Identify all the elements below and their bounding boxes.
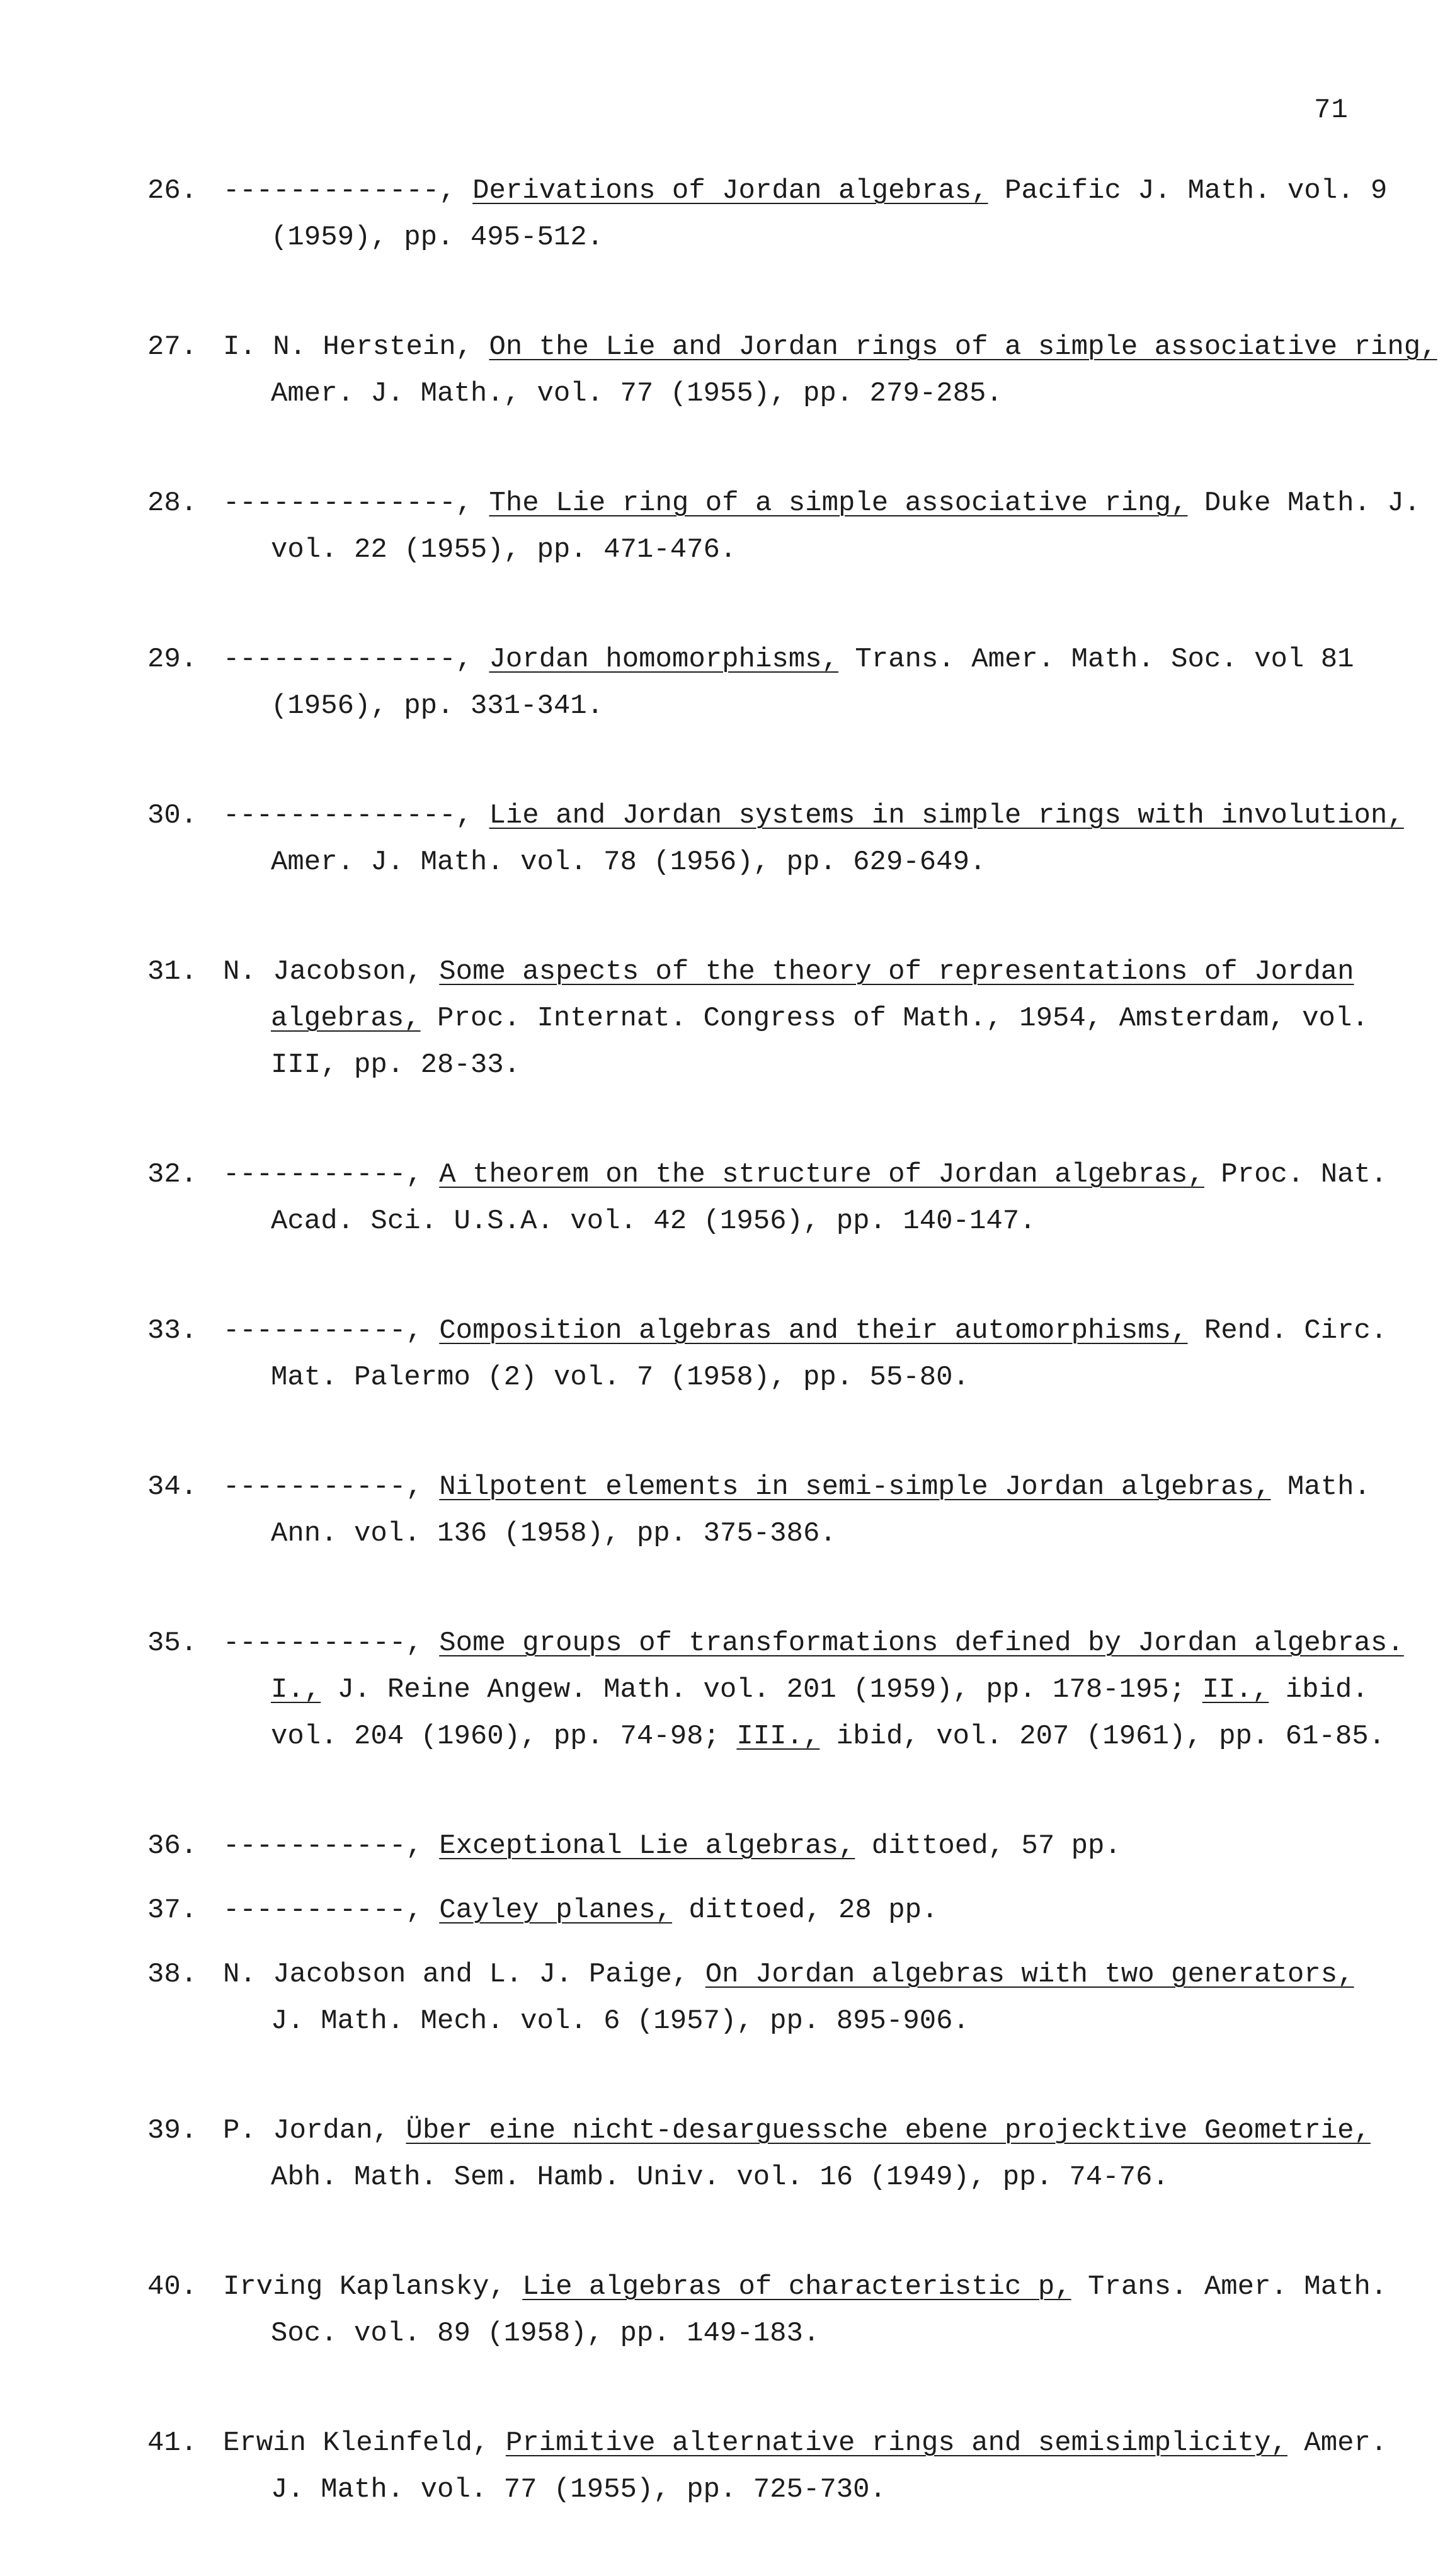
reference-number: 29. bbox=[147, 644, 198, 675]
reference-line bbox=[223, 1713, 1395, 1760]
reference-details: J. Math. vol. 77 (1955), pp. 725-730. bbox=[271, 2474, 886, 2505]
reference-entry bbox=[147, 2264, 1395, 2357]
reference-details: Amer. bbox=[1304, 2427, 1388, 2459]
reference-title: Nilpotent elements in semi-simple Jordan algebras, bbox=[439, 1471, 1271, 1503]
reference-title: I., bbox=[271, 1674, 321, 1706]
reference-author: -----------, bbox=[223, 1627, 423, 1659]
reference-details: J. Math. Mech. vol. 6 (1957), pp. 895-906. bbox=[271, 2005, 969, 2037]
reference-entry bbox=[147, 1308, 1395, 1401]
reference-line bbox=[223, 2420, 1395, 2466]
reference-details: Duke Math. J. bbox=[1204, 487, 1421, 519]
reference-details: vol. 204 (1960), pp. 74-98; bbox=[271, 1721, 720, 1752]
reference-line bbox=[223, 2154, 1395, 2201]
reference-list bbox=[147, 168, 1437, 2576]
reference-number: 27. bbox=[147, 331, 198, 363]
reference-entry bbox=[147, 792, 1404, 886]
reference-details: vol. 22 (1955), pp. 471-476. bbox=[271, 534, 737, 566]
reference-author: I. N. Herstein, bbox=[223, 331, 473, 363]
reference-details: Amer. J. Math., vol. 77 (1955), pp. 279-285. bbox=[271, 378, 1003, 409]
reference-line bbox=[223, 1823, 1395, 1869]
reference-line bbox=[223, 1887, 1395, 1934]
reference-number: 35. bbox=[147, 1627, 198, 1659]
reference-details: Trans. Amer. Math. bbox=[1088, 2271, 1388, 2303]
reference-line bbox=[223, 1198, 1395, 1245]
reference-line bbox=[223, 1998, 1395, 2044]
reference-number: 34. bbox=[147, 1471, 198, 1503]
reference-line bbox=[223, 1464, 1395, 1510]
reference-details: dittoed, 28 pp. bbox=[688, 1895, 939, 1926]
reference-number: 26. bbox=[147, 175, 198, 207]
reference-number: 41. bbox=[147, 2427, 198, 2459]
reference-entry bbox=[147, 1620, 1404, 1760]
reference-line bbox=[223, 1151, 1395, 1198]
reference-number: 36. bbox=[147, 1830, 198, 1862]
reference-line bbox=[223, 792, 1404, 839]
reference-title: On the Lie and Jordan rings of a simple associative ring, bbox=[489, 331, 1437, 363]
reference-author: -----------, bbox=[223, 1159, 423, 1190]
reference-number: 39. bbox=[147, 2115, 198, 2146]
reference-number: 30. bbox=[147, 800, 198, 831]
reference-title: A theorem on the structure of Jordan algebras, bbox=[439, 1159, 1204, 1190]
reference-entry bbox=[147, 2107, 1395, 2201]
reference-details: J. Reine Angew. Math. vol. 201 (1959), pp. 178-195; bbox=[337, 1674, 1186, 1706]
reference-line bbox=[223, 2107, 1395, 2154]
reference-details: (1956), pp. 331-341. bbox=[271, 690, 604, 722]
reference-line bbox=[223, 480, 1421, 527]
reference-number: 28. bbox=[147, 487, 198, 519]
reference-author: -----------, bbox=[223, 1830, 423, 1862]
reference-line bbox=[223, 1354, 1395, 1401]
reference-line bbox=[223, 2310, 1395, 2357]
reference-line bbox=[223, 1308, 1395, 1354]
reference-number: 40. bbox=[147, 2271, 198, 2303]
reference-details: (1959), pp. 495-512. bbox=[271, 222, 604, 253]
reference-entry bbox=[147, 636, 1395, 729]
reference-title: Lie and Jordan systems in simple rings with involution, bbox=[489, 800, 1404, 831]
reference-details: Trans. Amer. Math. Soc. vol 81 bbox=[855, 644, 1354, 675]
reference-author: --------------, bbox=[223, 487, 473, 519]
reference-author: Irving Kaplansky, bbox=[223, 2271, 506, 2303]
reference-entry bbox=[147, 1951, 1395, 2044]
reference-entry bbox=[147, 949, 1395, 1088]
reference-number: 38. bbox=[147, 1959, 198, 1990]
reference-entry bbox=[147, 2420, 1395, 2513]
reference-number: 32. bbox=[147, 1159, 198, 1190]
reference-line bbox=[223, 370, 1395, 417]
reference-title: Cayley planes, bbox=[439, 1895, 672, 1926]
reference-entry bbox=[147, 168, 1395, 261]
reference-author: -----------, bbox=[223, 1471, 423, 1503]
reference-title: II., bbox=[1202, 1674, 1269, 1706]
reference-line bbox=[223, 324, 1437, 370]
reference-line bbox=[223, 995, 1395, 1042]
reference-line bbox=[223, 683, 1395, 729]
reference-line bbox=[223, 839, 1395, 886]
reference-details: Abh. Math. Sem. Hamb. Univ. vol. 16 (1949), pp. 74-76. bbox=[271, 2162, 1169, 2193]
reference-number: 31. bbox=[147, 956, 198, 988]
reference-title: Über eine nicht-desarguessche ebene projecktive Geometrie, bbox=[406, 2115, 1371, 2146]
reference-title: Some aspects of the theory of representations of Jordan bbox=[439, 956, 1354, 988]
reference-title: Lie algebras of characteristic p, bbox=[522, 2271, 1071, 2303]
reference-number: 37. bbox=[147, 1895, 198, 1926]
reference-details: ibid. bbox=[1285, 1674, 1369, 1706]
reference-line bbox=[223, 1510, 1395, 1557]
reference-title: Composition algebras and their automorphisms, bbox=[439, 1315, 1188, 1347]
reference-author: Erwin Kleinfeld, bbox=[223, 2427, 489, 2459]
reference-line bbox=[223, 636, 1395, 683]
reference-title: Jordan homomorphisms, bbox=[489, 644, 838, 675]
reference-title: Exceptional Lie algebras, bbox=[439, 1830, 855, 1862]
reference-line bbox=[223, 949, 1395, 995]
reference-line bbox=[223, 214, 1395, 261]
reference-line bbox=[223, 1951, 1395, 1998]
reference-details: Ann. vol. 136 (1958), pp. 375-386. bbox=[271, 1518, 836, 1549]
reference-title: Some groups of transformations defined by Jordan algebras. bbox=[439, 1627, 1404, 1659]
reference-details: Amer. J. Math. vol. 78 (1956), pp. 629-649. bbox=[271, 846, 986, 878]
reference-author: -----------, bbox=[223, 1895, 423, 1926]
reference-title: The Lie ring of a simple associative ring, bbox=[489, 487, 1188, 519]
reference-line bbox=[223, 1667, 1395, 1713]
reference-line bbox=[223, 1620, 1404, 1667]
reference-title: Derivations of Jordan algebras, bbox=[472, 175, 988, 207]
reference-entry bbox=[147, 1151, 1395, 1245]
reference-author: N. Jacobson and L. J. Paige, bbox=[223, 1959, 689, 1990]
reference-title: Primitive alternative rings and semisimplicity, bbox=[505, 2427, 1287, 2459]
reference-author: -----------, bbox=[223, 1315, 423, 1347]
reference-title: On Jordan algebras with two generators, bbox=[705, 1959, 1354, 1990]
reference-details: Soc. vol. 89 (1958), pp. 149-183. bbox=[271, 2318, 820, 2349]
reference-details: Rend. Circ. bbox=[1204, 1315, 1388, 1347]
reference-line bbox=[223, 527, 1395, 573]
reference-details: dittoed, 57 pp. bbox=[871, 1830, 1121, 1862]
reference-line bbox=[223, 168, 1395, 214]
reference-details: ibid, vol. 207 (1961), pp. 61-85. bbox=[836, 1721, 1386, 1752]
reference-line bbox=[223, 1042, 1395, 1088]
reference-details: Acad. Sci. U.S.A. vol. 42 (1956), pp. 140-147. bbox=[271, 1205, 1036, 1237]
reference-author: -------------, bbox=[223, 175, 456, 207]
reference-entry bbox=[147, 1823, 1395, 1869]
reference-line bbox=[223, 2264, 1395, 2310]
reference-author: --------------, bbox=[223, 800, 473, 831]
reference-author: --------------, bbox=[223, 644, 473, 675]
reference-details: Proc. Nat. bbox=[1221, 1159, 1388, 1190]
reference-details: Pacific J. Math. vol. 9 bbox=[1005, 175, 1388, 207]
reference-author: P. Jordan, bbox=[223, 2115, 390, 2146]
reference-entry bbox=[147, 324, 1437, 417]
reference-details: III, pp. 28-33. bbox=[271, 1049, 521, 1081]
reference-entry bbox=[147, 1887, 1395, 1934]
reference-line bbox=[223, 2466, 1395, 2513]
page-number: 71 bbox=[1314, 94, 1349, 126]
reference-title: algebras, bbox=[271, 1003, 421, 1034]
reference-number: 33. bbox=[147, 1315, 198, 1347]
reference-author: N. Jacobson, bbox=[223, 956, 423, 988]
reference-details: Proc. Internat. Congress of Math., 1954, Amsterdam, vol. bbox=[437, 1003, 1369, 1034]
reference-details: Math. bbox=[1287, 1471, 1371, 1503]
reference-title: III., bbox=[736, 1721, 820, 1752]
reference-details: Mat. Palermo (2) vol. 7 (1958), pp. 55-80. bbox=[271, 1362, 969, 1393]
reference-entry bbox=[147, 1464, 1395, 1557]
reference-entry bbox=[147, 480, 1421, 573]
